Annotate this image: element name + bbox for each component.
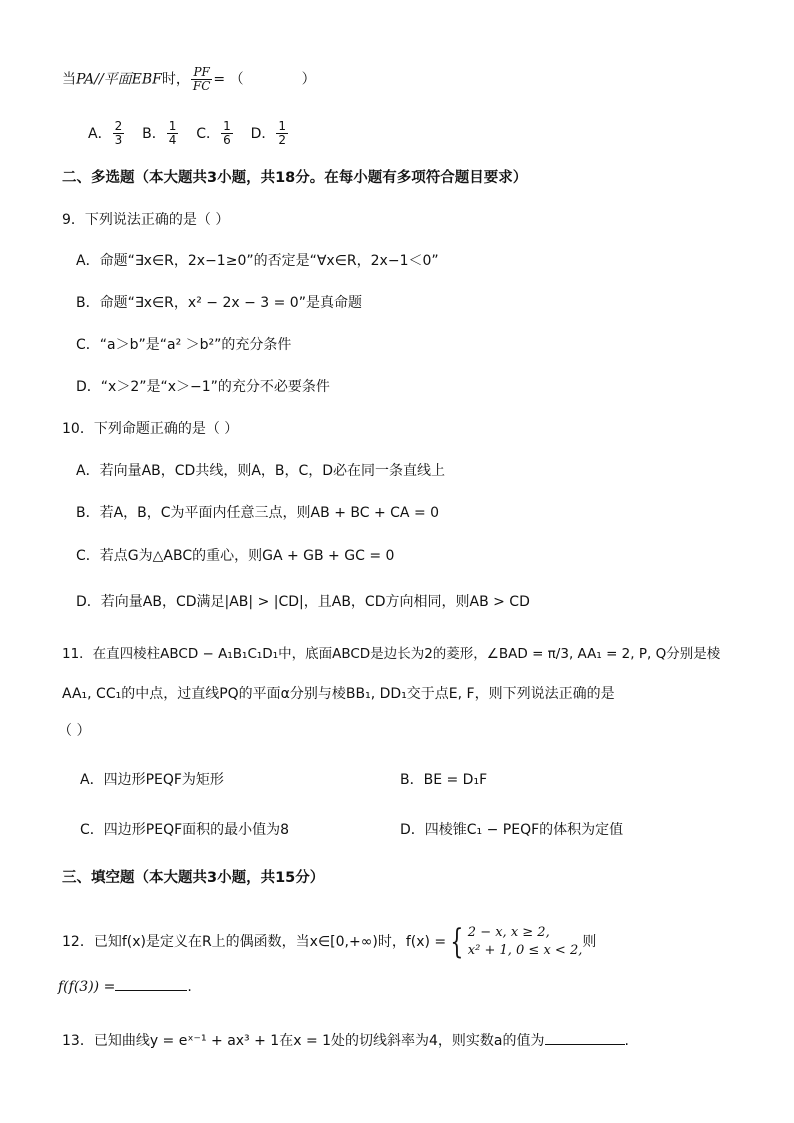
q12-line2: f(f(3)) = . (58, 976, 192, 997)
q11-stem-line1: 11．在直四棱柱ABCD − A₁B₁C₁D₁中，底面ABCD是边长为2的菱形，∠BAD = π/3, AA₁ = 2, P, Q分别是棱 (62, 646, 721, 662)
left-brace-icon: { (450, 922, 464, 962)
q9-stem: 9．下列说法正确的是（ ） (62, 212, 230, 228)
q8-paren-close: ） (301, 71, 316, 88)
q13-answer-blank[interactable] (545, 1030, 625, 1045)
q10-option-a[interactable]: A．若向量AB，CD共线，则A，B，C，D必在同一条直线上 (76, 463, 446, 479)
q8-frac-num: PF (193, 65, 210, 79)
q11-option-b[interactable]: B．BE = D₁F (400, 772, 488, 788)
q8-expr: PA//平面EBF (76, 71, 162, 88)
q11-option-c[interactable]: C．四边形PEQF面积的最小值为8 (80, 822, 290, 838)
q9-option-d[interactable]: D．“x＞2”是“x＞−1”的充分不必要条件 (76, 379, 330, 395)
q8-options (88, 120, 289, 147)
q11-option-a[interactable]: A．四边形PEQF为矩形 (80, 772, 224, 788)
q8-option-b[interactable]: B． $\frac{1}{4}$ (142, 119, 177, 147)
q10-option-b[interactable]: B．若A，B，C为平面内任意三点，则AB + BC + CA = 0 (76, 505, 440, 521)
q8-eq: = （ (213, 71, 244, 88)
q8-frac-den: FC (192, 79, 211, 93)
q9-option-a[interactable]: A．命题“∃x∈R，2x−1≥0”的否定是“∀x∈R，2x−1＜0” (76, 253, 439, 269)
q8-lead: 当 (62, 71, 76, 88)
q10-option-d[interactable]: D．若向量AB，CD满足|AB| > |CD|，且AB，CD方向相同，则AB > CD (76, 594, 530, 610)
q12-case2: x² + 1, 0 ≤ x < 2, (467, 943, 583, 958)
q13-text: 13．已知曲线y = eˣ⁻¹ + ax³ + 1在x = 1处的切线斜率为4，则实数a的值为 (62, 1033, 545, 1049)
q8-mid: 时， (161, 71, 190, 88)
q9-option-c[interactable]: C．“a＞b”是“a² ＞b²”的充分条件 (76, 337, 292, 353)
q8-option-d[interactable]: D． $\frac{1}{2}$ (250, 119, 287, 147)
q12-case1: 2 − x, x ≥ 2, (467, 925, 550, 940)
section3-title: 三、填空题（本大题共3小题，共15分） (62, 870, 325, 886)
q10-option-c[interactable]: C．若点G为△ABC的重心，则GA + GB + GC = 0 (76, 548, 395, 564)
q8-fraction (191, 66, 213, 93)
q12-answer-blank[interactable] (115, 976, 187, 991)
q11-stem-line3: （ ） (58, 723, 91, 739)
q11-stem-line2: AA₁, CC₁的中点，过直线PQ的平面α分别与棱BB₁, DD₁交于点E, F，则下列说法正确的是 (62, 686, 615, 702)
q12-lead: 12．已知f(x)是定义在R上的偶函数，当x∈[0,+∞)时，f(x) = (62, 934, 447, 950)
q12-line1 (62, 922, 596, 962)
q11-option-d[interactable]: D．四棱锥C₁ − PEQF的体积为定值 (400, 822, 624, 838)
q12-piecewise (446, 924, 582, 960)
q8-tail-line (62, 66, 316, 93)
q12-tail: 则 (582, 934, 597, 950)
q8-option-c[interactable]: C． $\frac{1}{6}$ (196, 119, 231, 147)
q9-option-b[interactable]: B．命题“∃x∈R，x² − 2x − 3 = 0”是真命题 (76, 295, 362, 311)
q8-option-a[interactable]: A． $\frac{2}{3}$ (88, 119, 123, 147)
q13-line: 13．已知曲线y = eˣ⁻¹ + ax³ + 1在x = 1处的切线斜率为4，则实数a的值为 . (62, 1030, 629, 1051)
q12-expr: f(f(3)) = (58, 979, 116, 995)
section2-title: 二、多选题（本大题共3小题，共18分。在每小题有多项符合题目要求） (62, 170, 528, 186)
q10-stem: 10．下列命题正确的是（ ） (62, 421, 239, 437)
